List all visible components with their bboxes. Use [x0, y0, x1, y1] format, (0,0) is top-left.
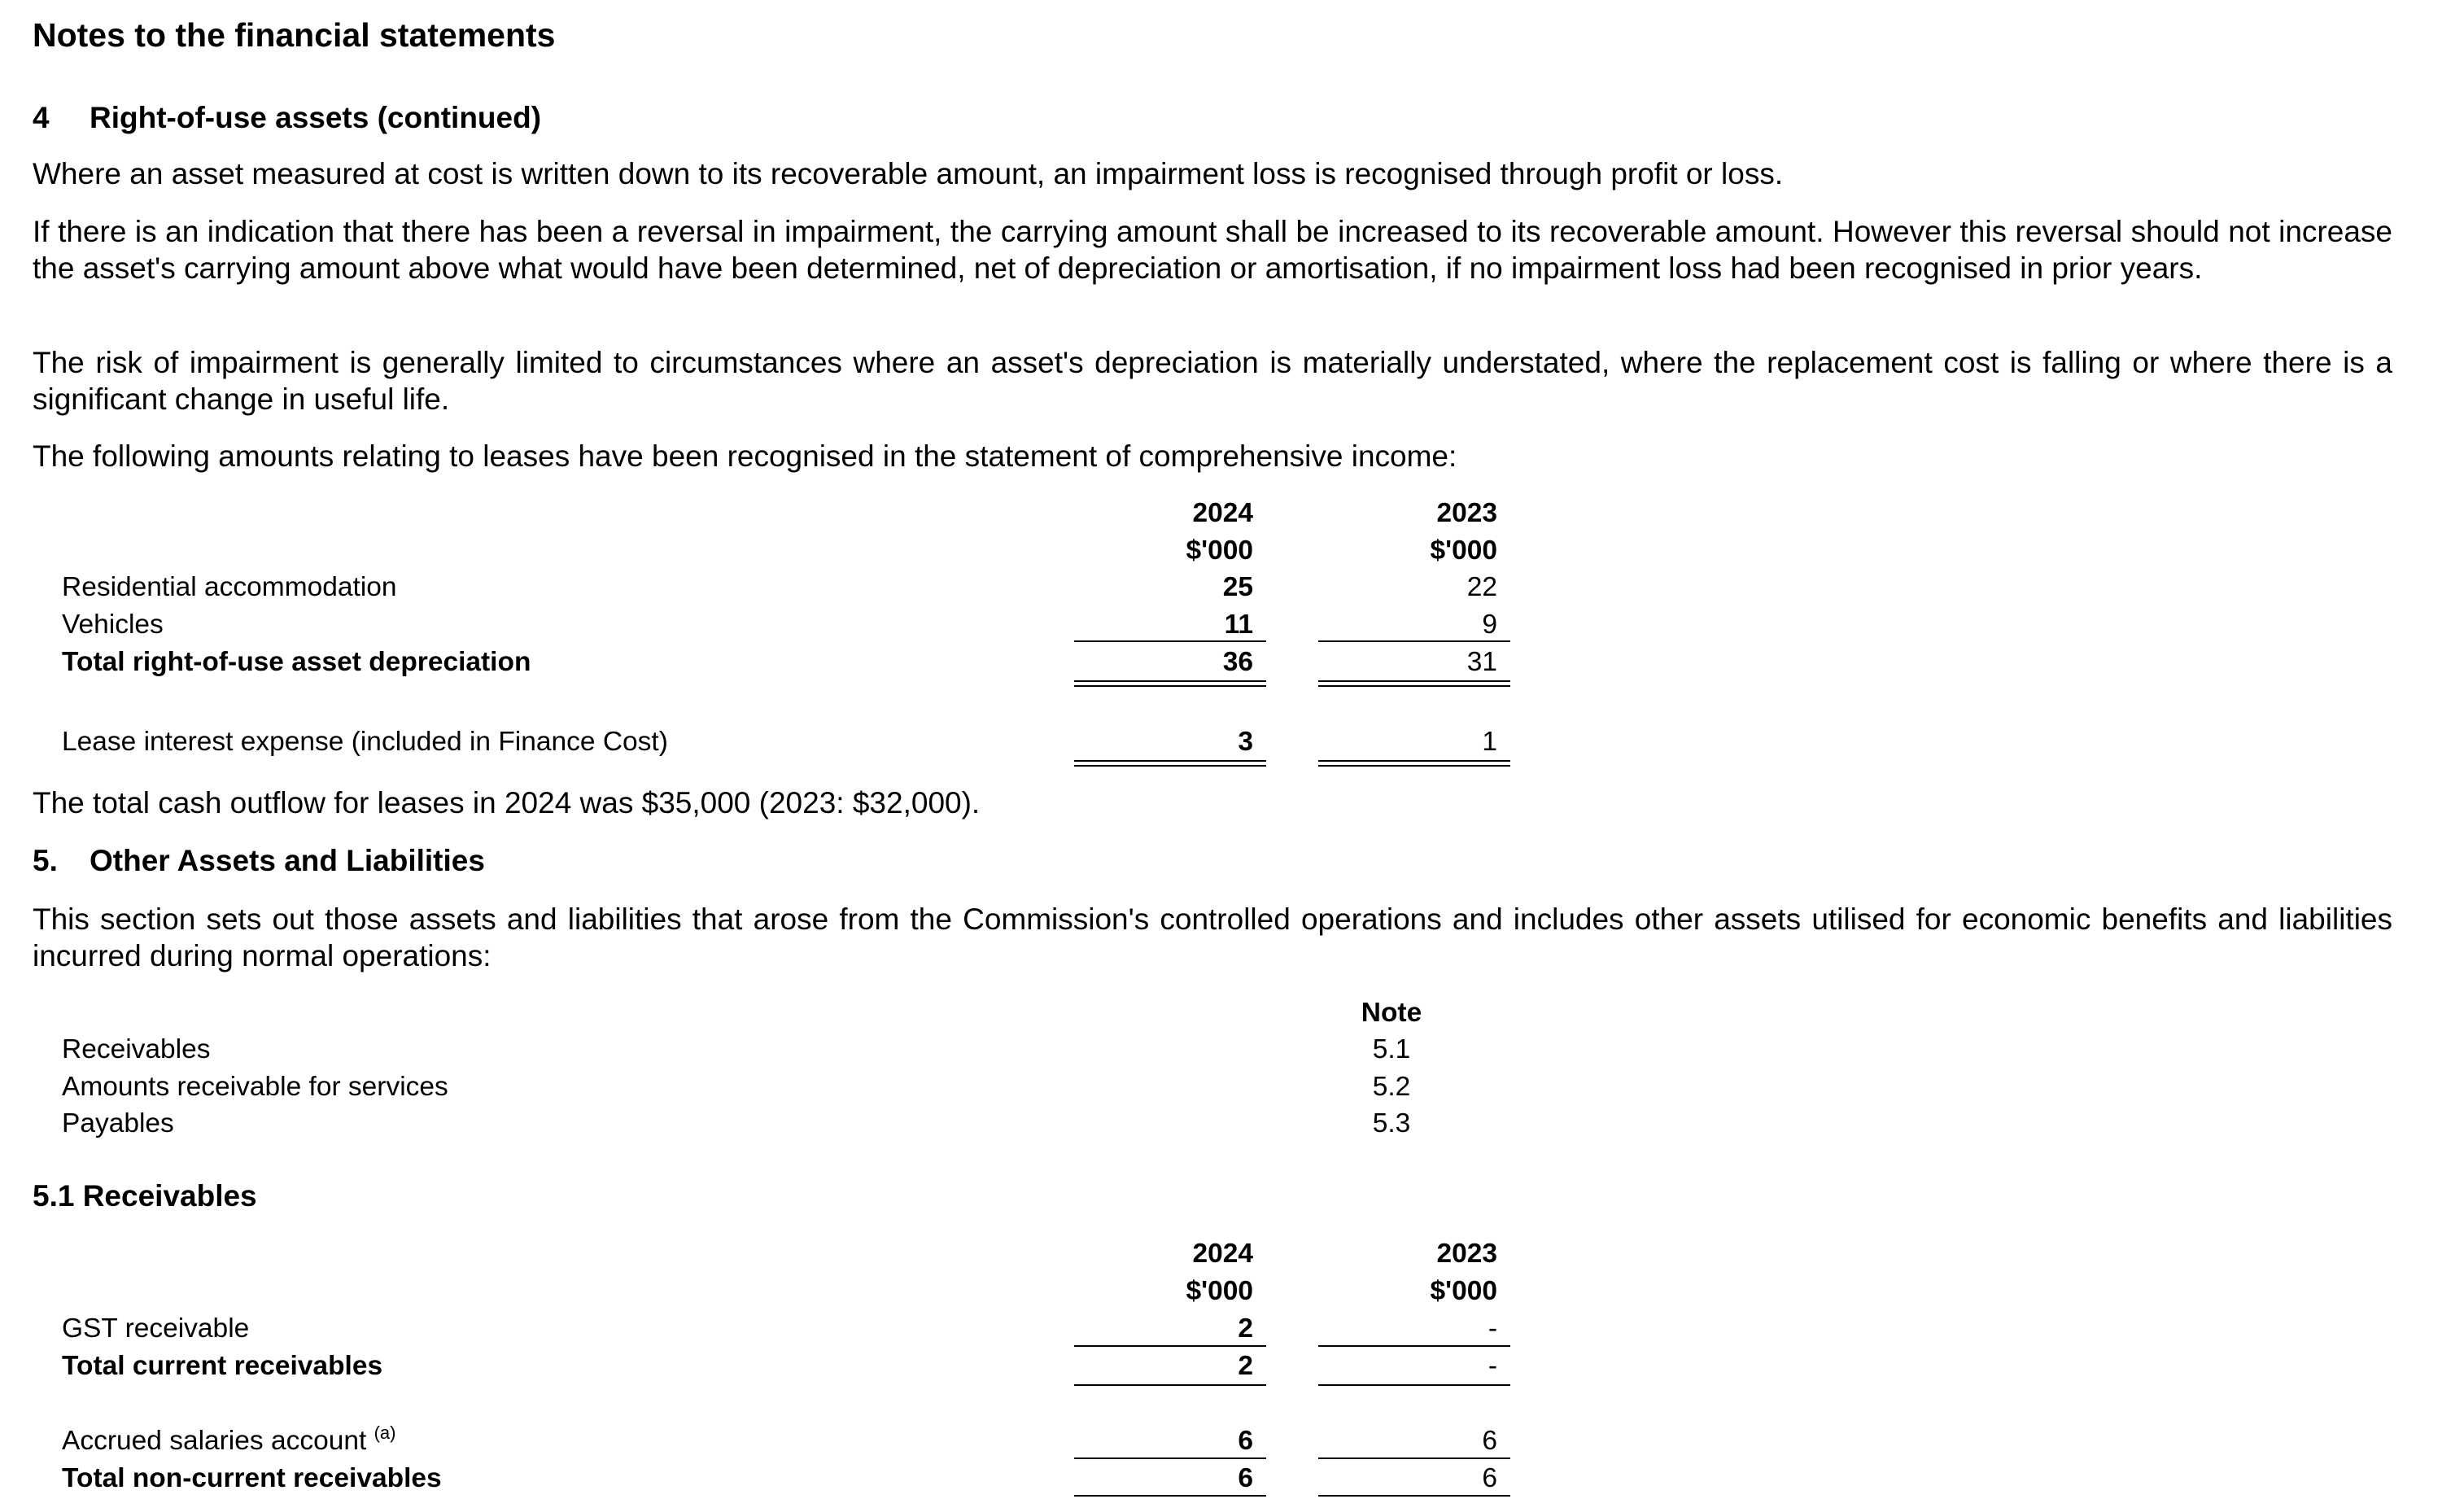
- accrued-rule-2023: [1318, 1457, 1510, 1459]
- lease-row-interest-2024: 3: [1238, 727, 1253, 757]
- receivables-row-gst-2023: -: [1488, 1313, 1497, 1344]
- lease-row-residential-label: Residential accommodation: [62, 572, 397, 602]
- total-noncurrent-rule-2023: [1318, 1495, 1510, 1497]
- accrued-rule-2024: [1074, 1457, 1266, 1459]
- lease-row-total-label: Total right-of-use asset depreciation: [62, 647, 531, 677]
- receivables-row-total-noncurrent-label: Total non-current receivables: [62, 1463, 442, 1493]
- interest-double-rule-2024: [1074, 760, 1266, 767]
- gst-rule-2024: [1074, 1345, 1266, 1347]
- gst-rule-2023: [1318, 1345, 1510, 1347]
- lease-subtotal-rule-2024: [1074, 640, 1266, 642]
- lease-row-vehicles-label: Vehicles: [62, 610, 164, 640]
- item-receivables-label: Receivables: [62, 1034, 211, 1064]
- receivables-row-total-current-2023: -: [1488, 1351, 1497, 1381]
- footnote-marker-a: (a): [374, 1423, 396, 1443]
- total-noncurrent-rule-2024: [1074, 1495, 1266, 1497]
- item-payables-note: 5.3: [1372, 1108, 1411, 1138]
- lease-table-2023-unit: $'000: [1430, 535, 1497, 566]
- item-amounts-receivable-note: 5.2: [1372, 1072, 1411, 1102]
- receivables-row-gst-2024: 2: [1238, 1313, 1253, 1344]
- accrued-salaries-label-text: Accrued salaries account: [62, 1426, 367, 1456]
- receivables-row-total-current-label: Total current receivables: [62, 1351, 383, 1381]
- item-amounts-receivable-label: Amounts receivable for services: [62, 1072, 448, 1102]
- lease-row-residential-2023: 22: [1466, 572, 1497, 602]
- note-column-header: Note: [1361, 998, 1422, 1028]
- section-5-1-title: 5.1 Receivables: [33, 1179, 257, 1213]
- total-current-rule-2024: [1074, 1384, 1266, 1386]
- lease-row-vehicles-2024: 11: [1224, 610, 1253, 640]
- section-4-number: 4: [33, 101, 50, 134]
- receivables-row-total-current-2024: 2: [1238, 1351, 1253, 1381]
- receivables-row-accrued-label: [62, 1423, 396, 1457]
- lease-cash-outflow-text: The total cash outflow for leases in 2024 was $35,000 (2023: $32,000).: [33, 786, 981, 819]
- lease-row-interest-label: Lease interest expense (included in Finance Cost): [62, 727, 668, 757]
- lease-row-total-2023: 31: [1466, 647, 1497, 677]
- receivables-row-accrued-2024: 6: [1238, 1426, 1253, 1456]
- lease-table-2024-year: 2024: [1192, 498, 1253, 528]
- section-4-paragraph-1: Where an asset measured at cost is written down to its recoverable amount, an impairment loss is recognised through profit or loss.: [33, 157, 1784, 190]
- item-payables-label: Payables: [62, 1108, 174, 1138]
- section-4-paragraph-3: The risk of impairment is generally limited to circumstances where an asset's depreciation is materially understated, where the replacement cost is falling or where there is a significant change in useful life.: [33, 346, 2392, 416]
- section-4-paragraph-4: The following amounts relating to leases have been recognised in the statement of comprehensive income:: [33, 439, 1457, 473]
- section-4-paragraph-2: If there is an indication that there has been a reversal in impairment, the carrying amount shall be increased to its recoverable amount. However this reversal should not increase the asset's carrying amount above what would have been determined, net of depreciation or amortisation, if no impairment loss had been recognised in prior years.: [33, 215, 2392, 285]
- total-current-rule-2023: [1318, 1384, 1510, 1386]
- lease-table-2024-unit: $'000: [1186, 535, 1253, 566]
- lease-total-double-rule-2023: [1318, 680, 1510, 687]
- item-receivables-note: 5.1: [1372, 1034, 1411, 1064]
- receivables-table-2024-unit: $'000: [1186, 1276, 1253, 1306]
- receivables-table-2023-year: 2023: [1436, 1239, 1497, 1269]
- receivables-row-total-noncurrent-2024: 6: [1238, 1463, 1253, 1493]
- page-title: Notes to the financial statements: [33, 16, 556, 54]
- receivables-table-2023-unit: $'000: [1430, 1276, 1497, 1306]
- receivables-row-total-noncurrent-2023: 6: [1482, 1463, 1497, 1493]
- interest-double-rule-2023: [1318, 760, 1510, 767]
- lease-row-vehicles-2023: 9: [1482, 610, 1497, 640]
- receivables-row-gst-label: GST receivable: [62, 1313, 250, 1344]
- lease-subtotal-rule-2023: [1318, 640, 1510, 642]
- lease-table-2023-year: 2023: [1436, 498, 1497, 528]
- section-4-title: Right-of-use assets (continued): [90, 101, 542, 134]
- section-5-number: 5.: [33, 844, 58, 877]
- lease-total-double-rule-2024: [1074, 680, 1266, 687]
- section-5-title: Other Assets and Liabilities: [90, 844, 485, 877]
- receivables-table-2024-year: 2024: [1192, 1239, 1253, 1269]
- lease-row-residential-2024: 25: [1222, 572, 1253, 602]
- lease-row-total-2024: 36: [1222, 647, 1253, 677]
- section-5-intro: This section sets out those assets and liabilities that arose from the Commission's controlled operations and includes other assets utilised for economic benefits and liabilities incurred during normal operations:: [33, 902, 2392, 972]
- lease-row-interest-2023: 1: [1482, 727, 1497, 757]
- receivables-row-accrued-2023: 6: [1482, 1426, 1497, 1456]
